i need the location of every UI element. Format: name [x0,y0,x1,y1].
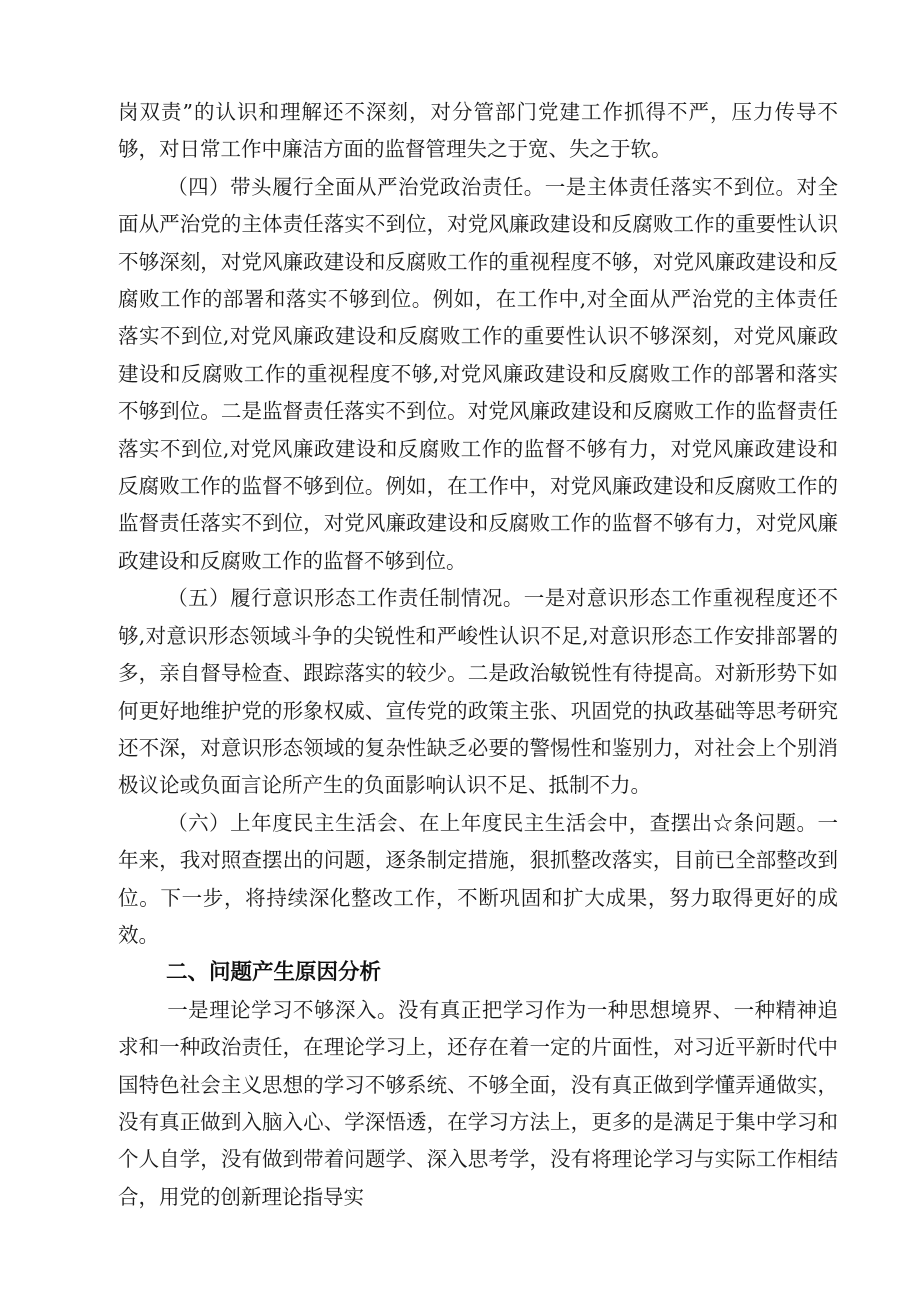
paragraph-continuation: 岗双责”的认识和理解还不深刻，对分管部门党建工作抓得不严，压力传导不够，对日常工作中廉洁方面的监督管理失之于宽、失之于软。 [118,100,838,162]
paragraph-cause-analysis: 一是理论学习不够深入。没有真正把学习作为一种思想境界、一种精神追求和一种政治责任，在理论学习上，还存在着一定的片面性，对习近平新时代中国特色社会主义思想的学习不够系统、不够全面，没有真正做到学懂弄通做实，没有真正做到入脑入心、学深悟透，在学习方法上，更多的是满足于集中学习和个人自学，没有做到带着问题学、深入思考学，没有将理论学习与实际工作相结合，用党的创新理论指导实 [118,997,838,1209]
paragraph-section-6: （六）上年度民主生活会、在上年度民主生活会中，查摆出☆条问题。一年来，我对照查摆出的问题，逐条制定措施，狠抓整改落实，目前已全部整改到位。下一步，将持续深化整改工作，不断巩固和扩大成果，努力取得更好的成效。 [118,810,838,947]
paragraph-section-4: （四）带头履行全面从严治党政治责任。一是主体责任落实不到位。对全面从严治党的主体责任落实不到位，对党风廉政建设和反腐败工作的重要性认识不够深刻，对党风廉政建设和反腐败工作的重视程度不够，对党风廉政建设和反腐败工作的部署和落实不够到位。例如，在工作中,对全面从严治党的主体责任落实不到位,对党风廉政建设和反腐败工作的重要性认识不够深刻，对党风廉政建设和反腐败工作的重视程度不够,对党风廉政建设和反腐败工作的部署和落实不够到位。二是监督责任落实不到位。对党风廉政建设和反腐败工作的监督责任落实不到位,对党风廉政建设和反腐败工作的监督不够有力，对党风廉政建设和反腐败工作的监督不够到位。例如，在工作中，对党风廉政建设和反腐败工作的监督责任落实不到位，对党风廉政建设和反腐败工作的监督不够有力，对党风廉政建设和反腐败工作的监督不够到位。 [118,174,838,573]
document-page [118,94,838,1216]
section-heading: 二、问题产生原因分析 [166,960,382,986]
paragraph-section-5: （五）履行意识形态工作责任制情况。一是对意识形态工作重视程度还不够,对意识形态领域斗争的尖锐性和严峻性认识不足,对意识形态工作安排部署的多，亲自督导检查、跟踪落实的较少。二是政治敏锐性有待提高。对新形势下如何更好地维护党的形象权威、宣传党的政策主张、巩固党的执政基础等思考研究还不深，对意识形态领域的复杂性缺乏必要的警惕性和鉴别力，对社会上个别消极议论或负面言论所产生的负面影响认识不足、抵制不力。 [118,586,838,798]
